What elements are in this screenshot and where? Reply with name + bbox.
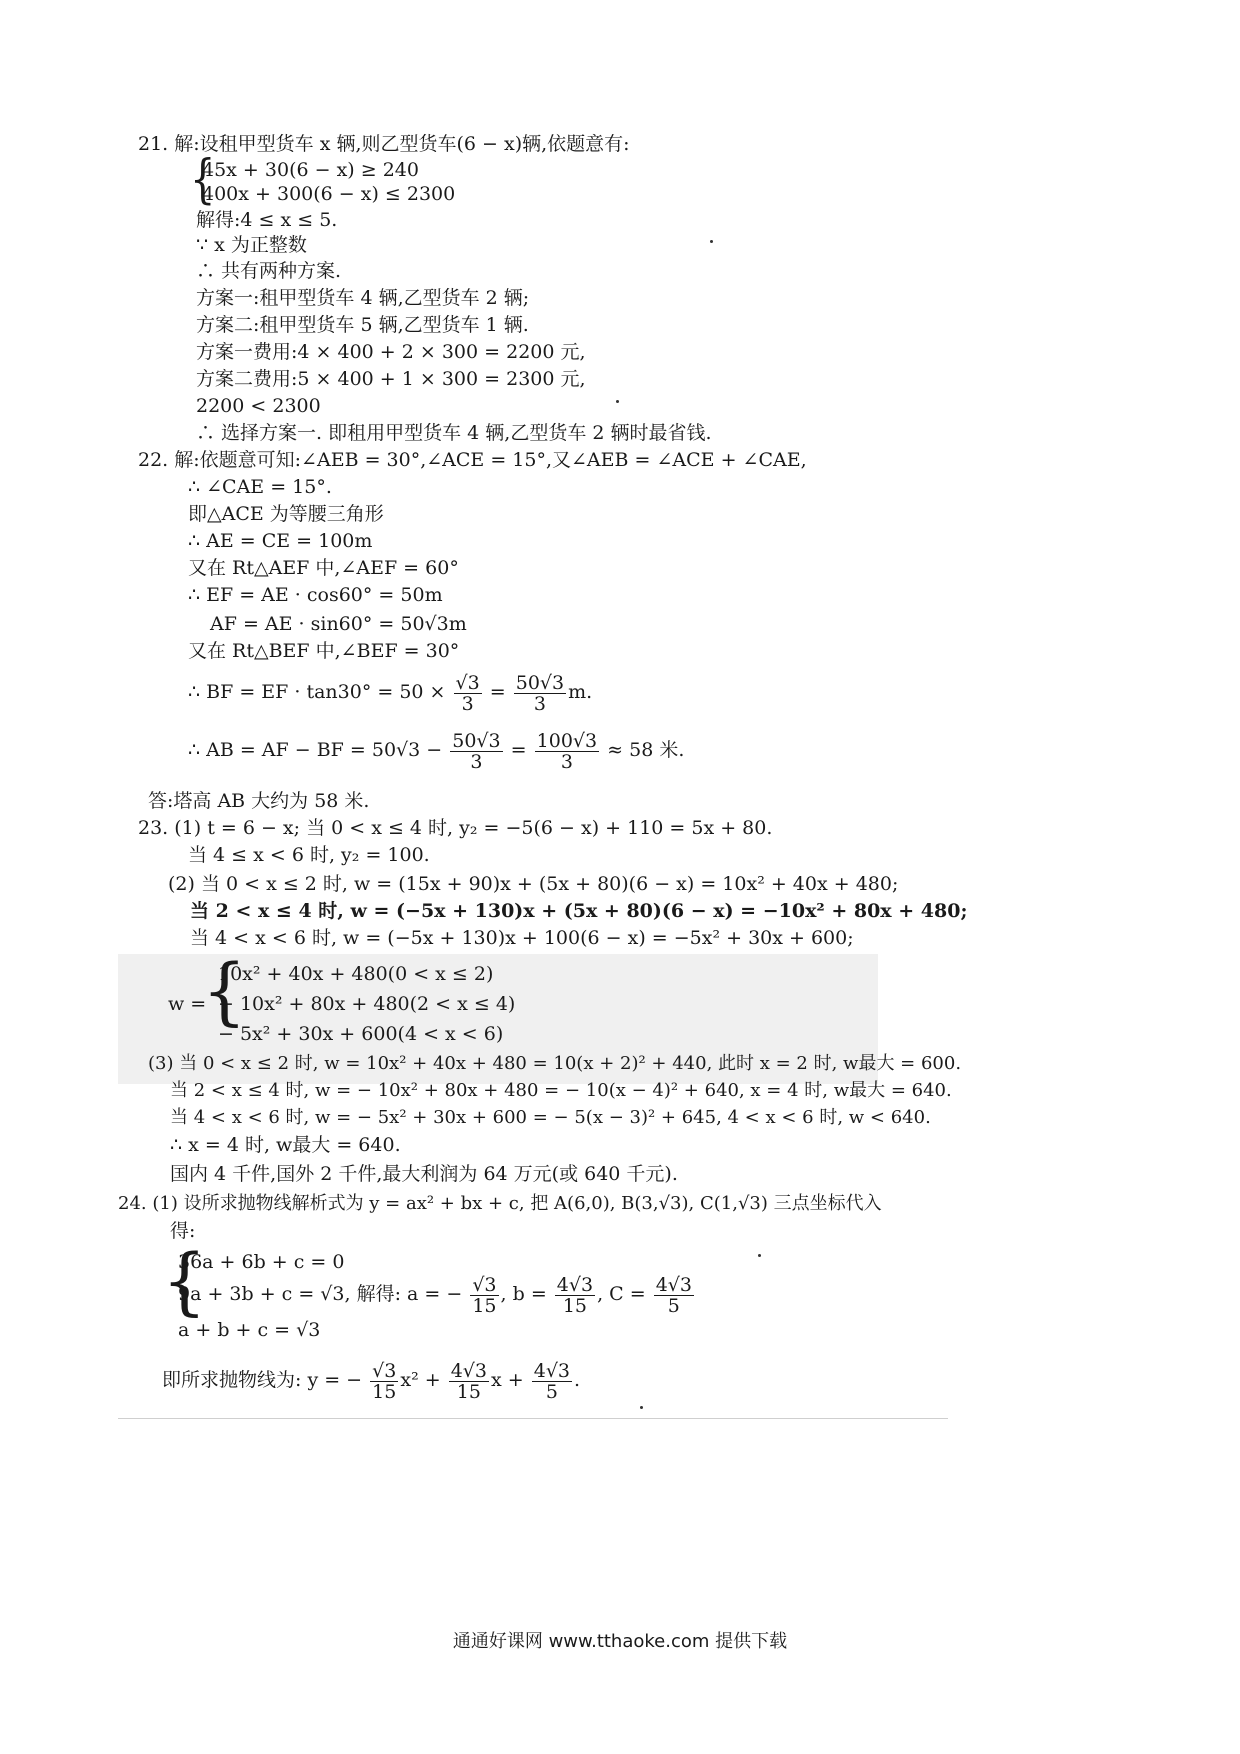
q24-line: 得: [170, 1220, 196, 1242]
q21-line: 解得:4 ≤ x ≤ 5. [196, 209, 338, 231]
q23-line: ∴ x = 4 时, w最大 = 640. [170, 1134, 401, 1156]
q23-part2: (2) 当 0 < x ≤ 2 时, w = (15x + 90)x + (5x + 80)(6 − x) = 10x² + 40x + 480; [168, 873, 899, 895]
fraction: $\frac{50√3}{3}$ [452, 729, 501, 773]
q21-line: 方案一费用:4 × 400 + 2 × 300 = 2200 元, [196, 341, 586, 363]
q23-part1: 23. (1) t = 6 − x; 当 0 < x ≤ 4 时, y₂ = −5(6 − x) + 110 = 5x + 80. [138, 817, 773, 839]
q21-inequality-1: 45x + 30(6 − x) ≥ 240 [202, 159, 419, 181]
fraction: $\frac{√3}{15}$ [472, 1273, 497, 1317]
q24-parabola-result: 即所求抛物线为: y = − $\frac{√3}{15}$ x² + $\frac{4√3}{15}$ x + $\frac{4√3}{5}$ . [162, 1359, 581, 1403]
q23-part3: (3) 当 0 < x ≤ 2 时, w = 10x² + 40x + 480 = 10(x + 2)² + 440, 此时 x = 2 时, w最大 = 600. [148, 1053, 962, 1074]
fraction: $\frac{100√3}{3}$ [536, 729, 598, 773]
q21-line: ∵ x 为正整数 [196, 234, 307, 256]
scan-bottom-rule [118, 1418, 948, 1419]
q22-line: 又在 Rt△BEF 中,∠BEF = 30° [188, 640, 460, 662]
fraction: $\frac{4√3}{15}$ [450, 1359, 487, 1403]
q22-line: AF = AE · sin60° = 50√3m [210, 613, 467, 635]
q21-line: ∴ 共有两种方案. [196, 260, 342, 282]
q23-piece: − 5x² + 30x + 600(4 < x < 6) [218, 1023, 504, 1045]
answer-sheet [118, 132, 968, 1557]
q22-line: ∴ EF = AE · cos60° = 50m [188, 584, 443, 606]
q23-line: 当 4 ≤ x < 6 时, y₂ = 100. [188, 844, 430, 866]
q23-line: 当 4 < x < 6 时, w = (−5x + 130)x + 100(6 − x) = −5x² + 30x + 600; [190, 927, 854, 949]
scan-speck [710, 240, 713, 243]
q23-line: 当 2 < x ≤ 4 时, w = (−5x + 130)x + (5x + 80)(6 − x) = −10x² + 80x + 480; [190, 900, 968, 922]
scan-speck [616, 400, 619, 403]
fraction: $\frac{4√3}{5}$ [655, 1273, 692, 1317]
q22-ab-text: ∴ AB = AF − BF = 50√3 − [188, 739, 443, 761]
fraction: $\frac{4√3}{5}$ [533, 1359, 571, 1403]
q22-ab-equation: ∴ AB = AF − BF = 50√3 − $\frac{50√3}{3}$ = $\frac{100√3}{3}$ ≈ 58 米. [188, 729, 685, 773]
q22-heading: 22. 解:依题意可知:∠AEB = 30°,∠ACE = 15°,又∠AEB = ∠ACE + ∠CAE, [138, 449, 807, 471]
q21-heading: 21. 解:设租甲型货车 x 辆,则乙型货车(6 − x)辆,依题意有: [138, 133, 630, 155]
q23-conclusion: 国内 4 千件,国外 2 千件,最大利润为 64 万元(或 640 千元). [170, 1163, 678, 1185]
q23-w-label: w = [168, 993, 207, 1015]
fraction: $\frac{50√3}{3}$ [515, 671, 565, 715]
q22-line: 又在 Rt△AEF 中,∠AEF = 60° [188, 557, 459, 579]
q23-piecewise-brace: { [202, 947, 247, 1034]
q22-bf-text: ∴ BF = EF · tan30° = 50 × [188, 681, 446, 703]
scan-speck [640, 1406, 643, 1409]
q21-inequality-2: 400x + 300(6 − x) ≤ 2300 [202, 183, 456, 205]
q23-piece: − 10x² + 80x + 480(2 < x ≤ 4) [218, 993, 516, 1015]
q23-line: 当 4 < x < 6 时, w = − 5x² + 30x + 600 = − 5(x − 3)² + 645, 4 < x < 6 时, w < 640. [170, 1107, 931, 1128]
fraction: $\frac{4√3}{15}$ [556, 1273, 594, 1317]
page-footer: 通通好课网 www.tthaoke.com 提供下载 [452, 1631, 788, 1652]
q21-line: 方案一:租甲型货车 4 辆,乙型货车 2 辆; [196, 287, 530, 309]
q23-piece: 10x² + 40x + 480(0 < x ≤ 2) [218, 963, 494, 985]
fraction: $\frac{√3}{3}$ [455, 671, 480, 715]
q21-conclusion: ∴ 选择方案一. 即租用甲型货车 4 辆,乙型货车 2 辆时最省钱. [196, 422, 712, 444]
q22-bf-equation: ∴ BF = EF · tan30° = 50 × $\frac{√3}{3}$ = $\frac{50√3}{3}$ m. [188, 671, 593, 715]
q24-equation-2: 9a + 3b + c = √3, 解得: a = − $\frac{√3}{15}$ , b = $\frac{4√3}{15}$ , C = $\frac{4√3}{5}$ [178, 1273, 692, 1317]
q21-system-brace: { [190, 150, 216, 210]
q24-equation-1: 36a + 6b + c = 0 [178, 1251, 345, 1273]
fraction: $\frac{√3}{15}$ [372, 1359, 397, 1403]
q23-line: 当 2 < x ≤ 4 时, w = − 10x² + 80x + 480 = − 10(x − 4)² + 640, x = 4 时, w最大 = 640. [170, 1080, 952, 1101]
q24-equation-3: a + b + c = √3 [178, 1319, 321, 1341]
q21-line: 方案二:租甲型货车 5 辆,乙型货车 1 辆. [196, 314, 529, 336]
q21-line: 2200 < 2300 [196, 395, 321, 417]
q24-part1: 24. (1) 设所求抛物线解析式为 y = ax² + bx + c, 把 A(6,0), B(3,√3), C(1,√3) 三点坐标代入 [118, 1193, 882, 1214]
q22-line: ∴ AE = CE = 100m [188, 530, 373, 552]
q22-line: ∴ ∠CAE = 15°. [188, 476, 332, 498]
q21-line: 方案二费用:5 × 400 + 1 × 300 = 2300 元, [196, 368, 586, 390]
q22-answer: 答:塔高 AB 大约为 58 米. [148, 790, 370, 812]
q24-system-brace: { [162, 1237, 207, 1324]
scan-speck [758, 1254, 761, 1257]
q22-line: 即△ACE 为等腰三角形 [188, 503, 384, 525]
